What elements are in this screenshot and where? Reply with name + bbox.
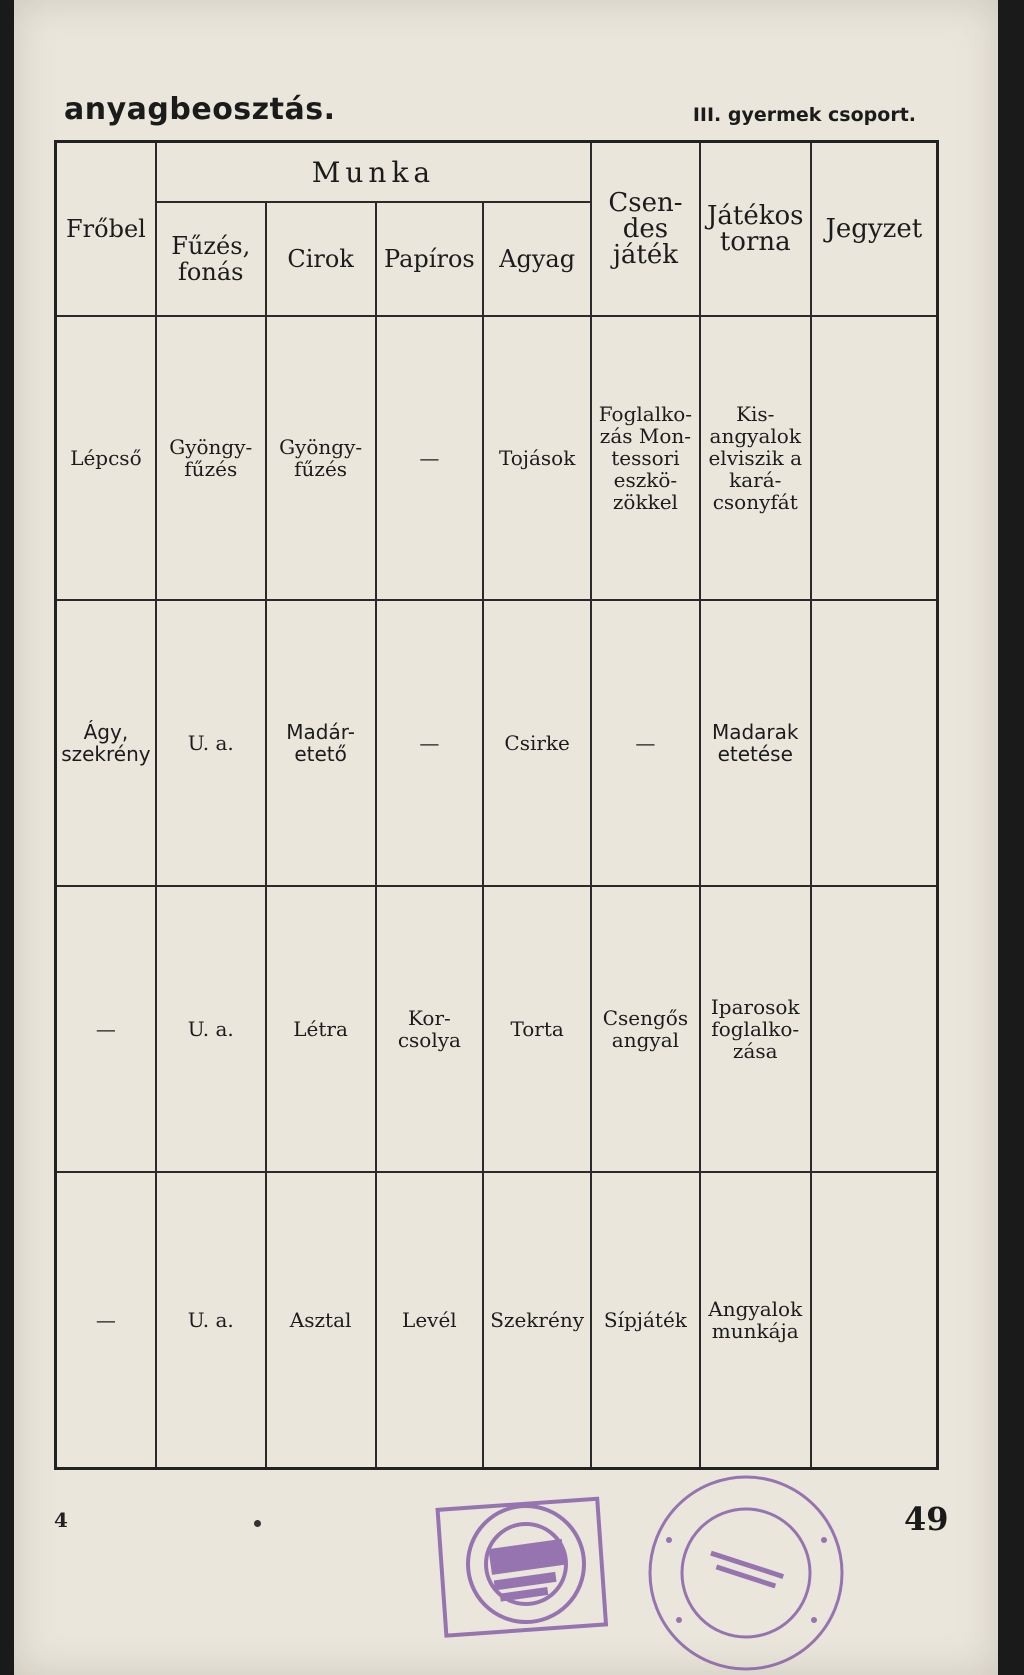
table-cell: Csengős angyal: [591, 886, 700, 1172]
table-cell: [811, 600, 938, 886]
table-cell: —: [56, 886, 156, 1172]
table-row: [56, 886, 938, 1172]
table-cell: Iparosok foglalko-zása: [700, 886, 811, 1172]
table-cell: —: [56, 1172, 156, 1469]
col-header-agyag: Agyag: [483, 202, 591, 316]
page-heading-right: III. gyermek csoport.: [692, 104, 916, 126]
document-page: [14, 0, 998, 1675]
col-header-jatekos-torna: Játékos torna: [700, 142, 811, 317]
table-cell: Kis-angyalok elviszik a kará-csonyfát: [700, 316, 811, 600]
table-cell: [811, 1172, 938, 1469]
table-cell: U. a.: [156, 886, 266, 1172]
col-header-papiros: Papíros: [376, 202, 484, 316]
table-cell: Asztal: [266, 1172, 376, 1469]
table-cell: Madár-etető: [266, 600, 376, 886]
table-cell: —: [591, 600, 700, 886]
table-cell: Ágy, szekrény: [56, 600, 156, 886]
table-cell: Létra: [266, 886, 376, 1172]
group-header-munka: Munka: [156, 142, 591, 203]
library-stamp-rectangular: [434, 1480, 614, 1640]
table-row: [56, 600, 938, 886]
table-cell: —: [376, 316, 484, 600]
col-header-frobel: Frőbel: [56, 142, 156, 317]
table-cell: —: [376, 600, 484, 886]
page-heading-left: anyagbeosztás.: [64, 92, 336, 127]
col-header-jegyzet: Jegyzet: [811, 142, 938, 317]
table-cell: Tojások: [483, 316, 591, 600]
table-cell: [811, 886, 938, 1172]
table-cell: Levél: [376, 1172, 484, 1469]
page-number: 49: [904, 1500, 949, 1538]
col-header-fuzes: Fűzés, fonás: [156, 202, 266, 316]
library-stamp-round: [639, 1470, 854, 1675]
table-cell: Torta: [483, 886, 591, 1172]
table-cell: Gyöngy-fűzés: [266, 316, 376, 600]
table-cell: Gyöngy-fűzés: [156, 316, 266, 600]
table-cell: Kor-csolya: [376, 886, 484, 1172]
table-cell: Szekrény: [483, 1172, 591, 1469]
footer-dot: [254, 1520, 261, 1527]
col-header-cirok: Cirok: [266, 202, 376, 316]
table-cell: Foglalko-zás Mon-tessori eszkö-zökkel: [591, 316, 700, 600]
table-cell: U. a.: [156, 600, 266, 886]
table-cell: Csirke: [483, 600, 591, 886]
table-cell: Lépcső: [56, 316, 156, 600]
table-row: [56, 316, 938, 600]
table-row: [56, 1172, 938, 1469]
table-cell: [811, 316, 938, 600]
col-header-csendes-jatek: Csen-des játék: [591, 142, 700, 317]
table-cell: U. a.: [156, 1172, 266, 1469]
table-cell: Sípjáték: [591, 1172, 700, 1469]
table-cell: Angyalok munkája: [700, 1172, 811, 1469]
footer-left-number: 4: [54, 1508, 68, 1532]
plan-table: [54, 140, 939, 1470]
table-cell: Madarak etetése: [700, 600, 811, 886]
